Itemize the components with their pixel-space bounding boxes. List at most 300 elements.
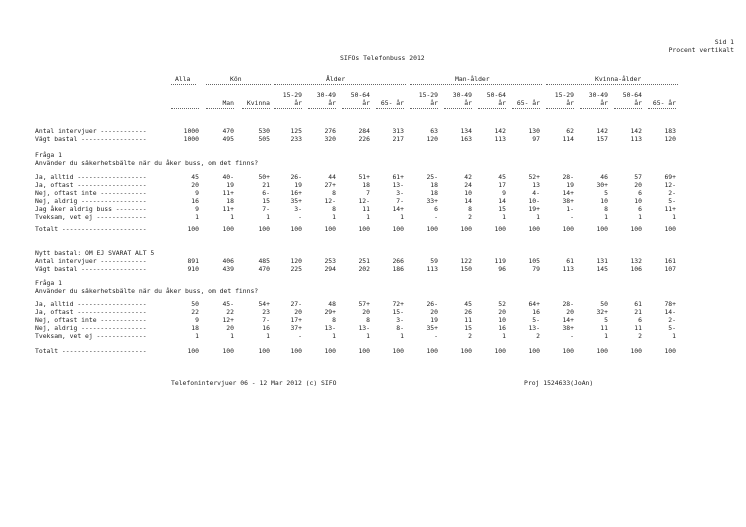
table-cell: 69+ [664,173,676,181]
table-cell: 15- [392,308,404,316]
table-cell: 51+ [358,173,370,181]
table-cell: 100 [528,347,540,355]
table-cell: 14+ [562,189,574,197]
table-cell: 233 [290,135,302,143]
table-cell: 64+ [528,300,540,308]
table-cell: 100 [392,347,404,355]
table-cell: 131 [596,257,608,265]
table-cell: 1000 [183,135,199,143]
table-cell: 50 [191,300,199,308]
table-cell: 1 [536,213,540,221]
row-label: Totalt ---------------------- [35,225,147,233]
table-cell: 142 [596,127,608,135]
table-cell: 1 [366,332,370,340]
table-cell: 8 [366,316,370,324]
table-cell: 276 [324,127,336,135]
row-label: Jag åker aldrig buss -------- [35,205,147,213]
column-rule [206,108,234,109]
table-cell: 7 [366,189,370,197]
table-cell: 14- [664,308,676,316]
table-cell: 15 [498,205,506,213]
table-cell: 15 [262,197,270,205]
column-rule [478,108,506,109]
column-header-bottom: år [634,99,642,107]
table-cell: 120 [426,135,438,143]
table-cell: 100 [630,225,642,233]
table-cell: 11 [634,324,642,332]
table-cell: 12- [324,197,336,205]
table-cell: 48 [328,300,336,308]
table-cell: 35+ [290,197,302,205]
table-cell: 8 [332,316,336,324]
group-rule [206,84,271,85]
table-cell: 52+ [528,173,540,181]
table-cell: 100 [630,347,642,355]
table-cell: 9 [195,316,199,324]
table-cell: 100 [392,225,404,233]
table-cell: 14 [464,197,472,205]
group-kon: Kön [230,75,242,83]
table-cell: 8- [396,324,404,332]
report-title: SIFOs Telefonbuss 2012 [340,54,425,62]
table-cell: 5 [604,189,608,197]
column-header-top: 30-49 [452,91,472,99]
row-label: Tveksam, vet ej ------------- [35,213,147,221]
table-cell: 25- [426,173,438,181]
table-cell: 45 [464,300,472,308]
question-text-2: Använder du säkerhetsbälte när du åker buss, om det finns? [35,287,259,295]
column-header-top: 50-64 [350,91,370,99]
table-cell: 202 [358,265,370,273]
table-cell: 72+ [392,300,404,308]
table-cell: 106 [630,265,642,273]
table-cell: 107 [664,265,676,273]
table-cell: 1 [672,332,676,340]
table-cell: 62 [566,127,574,135]
table-cell: 3- [396,189,404,197]
table-cell: 19 [226,181,234,189]
table-cell: 10 [498,316,506,324]
row-label: Ja, alltid ------------------ [35,300,147,308]
row-label: Antal intervjuer ------------ [35,257,147,265]
table-cell: 13- [324,324,336,332]
table-cell: 28- [562,300,574,308]
table-cell: 183 [664,127,676,135]
table-cell: 157 [596,135,608,143]
group-rule [410,84,542,85]
row-label: Nej, oftast inte ------------ [35,189,147,197]
table-cell: 120 [290,257,302,265]
table-cell: 2- [668,316,676,324]
column-header-bottom: år [328,99,336,107]
column-rule [342,108,370,109]
table-cell: 8 [468,205,472,213]
table-cell: 50+ [258,173,270,181]
table-cell: 2 [468,213,472,221]
table-cell: 100 [562,347,574,355]
table-cell: 13 [532,181,540,189]
table-cell: 20 [430,308,438,316]
column-header-bottom: Kvinna [246,99,270,107]
table-cell: 1 [332,213,336,221]
column-header-bottom: år [498,99,506,107]
table-cell: 1 [332,332,336,340]
table-cell: 122 [460,257,472,265]
column-rule [171,108,199,109]
table-cell: 10- [528,197,540,205]
table-cell: 142 [494,127,506,135]
table-cell: 439 [222,265,234,273]
table-cell: 100 [258,225,270,233]
row-label: Tveksam, vet ej ------------- [35,332,147,340]
row-label: Ja, oftast ------------------ [35,181,147,189]
table-cell: 42 [464,173,472,181]
table-cell: 20 [226,324,234,332]
row-label: Vägt bastal ----------------- [35,265,147,273]
table-cell: 406 [222,257,234,265]
table-cell: 38+ [562,324,574,332]
table-cell: 125 [290,127,302,135]
table-cell: 100 [460,347,472,355]
table-cell: 26 [464,308,472,316]
table-cell: 22 [226,308,234,316]
table-cell: - [434,213,438,221]
table-cell: 19 [430,316,438,324]
table-cell: 20 [566,308,574,316]
table-cell: 20 [294,308,302,316]
table-cell: 5- [668,324,676,332]
column-header-top: 30-49 [588,91,608,99]
column-header-top: 15-29 [418,91,438,99]
column-header-bottom: år [566,99,574,107]
table-cell: 100 [187,347,199,355]
table-cell: 1 [366,213,370,221]
table-cell: 8 [332,189,336,197]
table-cell: 100 [358,225,370,233]
table-cell: 6 [638,316,642,324]
table-cell: 45- [222,300,234,308]
table-cell: 19 [294,181,302,189]
table-cell: 470 [258,265,270,273]
column-header-bottom: 65- år [652,99,676,107]
table-cell: 78+ [664,300,676,308]
table-cell: 7- [396,197,404,205]
table-cell: 1 [604,213,608,221]
column-header-bottom: 65- år [516,99,540,107]
table-cell: 100 [596,225,608,233]
table-cell: 1 [604,332,608,340]
table-cell: 18 [362,181,370,189]
question-label-1: Fråga 1 [35,151,62,159]
table-cell: 16 [262,324,270,332]
table-cell: 5- [668,197,676,205]
table-cell: 12+ [222,316,234,324]
group-alder: Ålder [326,75,346,83]
table-cell: 134 [460,127,472,135]
table-cell: 9 [195,189,199,197]
table-cell: 32+ [596,308,608,316]
table-cell: 142 [630,127,642,135]
table-cell: 150 [460,265,472,273]
table-cell: 20 [634,181,642,189]
table-cell: 113 [562,265,574,273]
question-label-2: Fråga 1 [35,279,62,287]
table-cell: 217 [392,135,404,143]
table-cell: 8 [332,205,336,213]
table-cell: 11+ [222,205,234,213]
group-man-alder: Man-ålder [455,75,490,83]
table-cell: 15 [464,324,472,332]
table-cell: 11+ [222,189,234,197]
table-cell: 1- [566,205,574,213]
column-rule [648,108,676,109]
row-label: Ja, alltid ------------------ [35,173,147,181]
footer-left: Telefonintervjuer 06 - 12 Mar 2012 (c) SIFO [171,379,337,387]
table-cell: 9 [195,205,199,213]
table-cell: 33+ [426,197,438,205]
table-cell: 100 [222,225,234,233]
table-cell: 61 [566,257,574,265]
column-rule [274,108,302,109]
table-cell: 1 [502,332,506,340]
table-cell: 495 [222,135,234,143]
group-alla: Alla [175,75,191,83]
table-cell: 313 [392,127,404,135]
row-label: Nej, oftast inte ------------ [35,316,147,324]
table-cell: 113 [426,265,438,273]
table-cell: 132 [630,257,642,265]
table-cell: 1 [230,332,234,340]
table-cell: 12- [664,181,676,189]
table-cell: 20 [191,181,199,189]
table-cell: 1 [502,213,506,221]
table-cell: 10 [600,197,608,205]
table-cell: 100 [358,347,370,355]
table-cell: 100 [426,347,438,355]
table-cell: 23 [262,308,270,316]
table-cell: 11+ [664,205,676,213]
table-cell: 4- [532,189,540,197]
table-cell: 470 [222,127,234,135]
table-cell: 57+ [358,300,370,308]
table-cell: 1 [230,213,234,221]
table-cell: 2 [468,332,472,340]
table-cell: 226 [358,135,370,143]
question-text-1: Använder du säkerhetsbälte när du åker buss, om det finns? [35,159,259,167]
table-cell: 13- [392,181,404,189]
table-cell: - [570,332,574,340]
column-header-top: 50-64 [622,91,642,99]
table-cell: 113 [630,135,642,143]
table-cell: 253 [324,257,336,265]
row-label: Totalt ---------------------- [35,347,147,355]
table-cell: 16 [498,324,506,332]
table-cell: 3- [294,205,302,213]
table-cell: 891 [187,257,199,265]
column-rule [410,108,438,109]
column-header-top: 15-29 [554,91,574,99]
table-cell: 7- [262,205,270,213]
column-header-bottom: Man [222,99,234,107]
table-cell: 119 [494,257,506,265]
table-cell: 17 [498,181,506,189]
table-cell: 57 [634,173,642,181]
column-header-bottom: år [600,99,608,107]
percent-note: Procent vertikalt [668,46,734,54]
table-cell: 54+ [258,300,270,308]
table-cell: 100 [324,225,336,233]
table-cell: - [434,332,438,340]
table-cell: 114 [562,135,574,143]
table-cell: 225 [290,265,302,273]
table-cell: 100 [664,347,676,355]
table-cell: 100 [426,225,438,233]
table-cell: 18 [430,189,438,197]
table-cell: 100 [290,225,302,233]
table-cell: 44 [328,173,336,181]
table-cell: 530 [258,127,270,135]
table-cell: 11 [464,316,472,324]
table-cell: 1 [195,213,199,221]
table-cell: 17+ [290,316,302,324]
table-cell: 20 [498,308,506,316]
table-cell: 16+ [290,189,302,197]
table-cell: 2- [668,189,676,197]
table-cell: 63 [430,127,438,135]
table-cell: 45 [498,173,506,181]
table-cell: 8 [604,205,608,213]
table-cell: 100 [596,347,608,355]
table-cell: 1 [638,213,642,221]
column-rule [546,108,574,109]
table-cell: 79 [532,265,540,273]
table-cell: 16 [532,308,540,316]
table-cell: 21 [262,181,270,189]
table-cell: 1 [266,332,270,340]
column-rule [614,108,642,109]
table-cell: 7- [262,316,270,324]
table-cell: 10 [464,189,472,197]
table-cell: 251 [358,257,370,265]
table-cell: 52 [498,300,506,308]
table-cell: 266 [392,257,404,265]
table-cell: 100 [562,225,574,233]
new-base-title: Nytt bastal: OM EJ SVARAT ALT 5 [35,249,155,257]
table-cell: 21 [634,308,642,316]
table-cell: 5 [604,316,608,324]
table-cell: 113 [494,135,506,143]
table-cell: 29+ [324,308,336,316]
column-header-bottom: 65- år [380,99,404,107]
table-cell: 50 [600,300,608,308]
row-label: Nej, aldrig ----------------- [35,197,147,205]
row-label: Antal intervjuer ------------ [35,127,147,135]
table-cell: 59 [430,257,438,265]
table-cell: 11 [362,205,370,213]
group-rule [274,84,406,85]
table-cell: 18 [226,197,234,205]
column-header-top: 50-64 [486,91,506,99]
table-cell: 27- [290,300,302,308]
group-rule [171,84,196,85]
table-cell: 3- [396,316,404,324]
table-cell: 37+ [290,324,302,332]
row-label: Ja, oftast ------------------ [35,308,147,316]
table-cell: 14+ [562,316,574,324]
table-cell: 22 [191,308,199,316]
table-cell: - [298,213,302,221]
column-header-bottom: år [294,99,302,107]
column-header-bottom: år [430,99,438,107]
table-cell: 24 [464,181,472,189]
column-header-top: 15-29 [282,91,302,99]
group-kvinna-alder: Kvinna-ålder [595,75,642,83]
table-cell: 14+ [392,205,404,213]
table-cell: 100 [222,347,234,355]
table-cell: 10 [634,197,642,205]
table-cell: 100 [187,225,199,233]
table-cell: 100 [528,225,540,233]
table-cell: 13- [358,324,370,332]
table-cell: 11 [600,324,608,332]
table-cell: 18 [191,324,199,332]
table-cell: 186 [392,265,404,273]
column-rule [580,108,608,109]
table-cell: 163 [460,135,472,143]
column-header-top: 30-49 [316,91,336,99]
table-cell: 40- [222,173,234,181]
table-cell: 1 [266,213,270,221]
table-cell: 1 [672,213,676,221]
table-cell: 6 [638,189,642,197]
table-cell: 1 [400,213,404,221]
table-cell: 100 [460,225,472,233]
table-cell: 1 [195,332,199,340]
table-cell: 2 [638,332,642,340]
table-cell: 1 [400,332,404,340]
table-cell: 38+ [562,197,574,205]
column-header-bottom: år [362,99,370,107]
table-cell: 320 [324,135,336,143]
table-cell: 46 [600,173,608,181]
table-cell: 26- [426,300,438,308]
table-cell: 6- [262,189,270,197]
table-cell: 30+ [596,181,608,189]
table-cell: 16 [191,197,199,205]
table-cell: 505 [258,135,270,143]
page-number: Sid 1 [714,38,734,46]
table-cell: 284 [358,127,370,135]
table-cell: 18 [430,181,438,189]
table-cell: 19+ [528,205,540,213]
column-header-bottom: år [464,99,472,107]
table-cell: 485 [258,257,270,265]
column-rule [242,108,270,109]
footer-right: Proj 1524633(JoAn) [524,379,594,387]
table-cell: 130 [528,127,540,135]
table-cell: 100 [494,225,506,233]
table-cell: 26- [290,173,302,181]
table-cell: 294 [324,265,336,273]
table-cell: 45 [191,173,199,181]
table-cell: 14 [498,197,506,205]
column-rule [376,108,404,109]
table-cell: 6 [434,205,438,213]
table-cell: 97 [532,135,540,143]
table-cell: - [570,213,574,221]
table-cell: 9 [502,189,506,197]
table-cell: 910 [187,265,199,273]
